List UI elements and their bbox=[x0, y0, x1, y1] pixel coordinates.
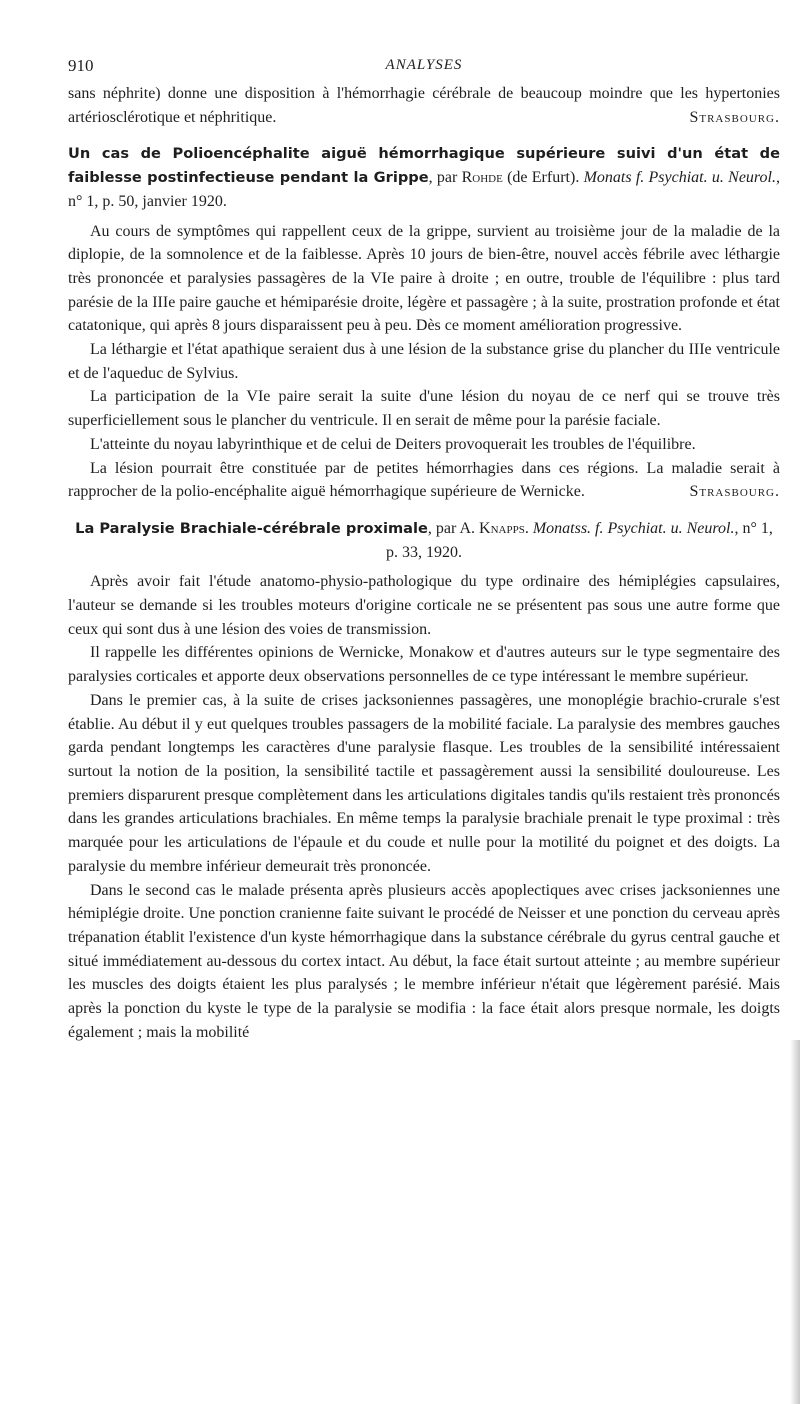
article2-paragraph: Dans le second cas le malade présenta après plusieurs accès apoplectiques avec crises jacksoniennes une hémiplégie droite. Une ponction cranienne faite suivant le procédé de Neisser et une ponction du cerveau après trépanation établit l'existence d'un kyste hémorrhagique dans la substance cérébrale du gyrus central gauche et situé immédiatement au-dessous du cortex intact. Au début, la face était surtout atteinte ; au membre supérieur les muscles des doigts étaient les plus paralysés ; le membre inférieur n'était que légèrement parésié. Mais après la ponction du kyste le type de la paralysie se modifia : la face était alors presque normale, les doigts également ; mais la mobilité bbox=[68, 881, 780, 1041]
article2-heading bbox=[68, 517, 780, 564]
running-title: ANALYSES bbox=[385, 57, 463, 73]
article2-by: , par A. bbox=[427, 519, 480, 537]
page bbox=[68, 52, 780, 1044]
article1-signature: Strasbourg. bbox=[689, 483, 780, 501]
article1-paragraph: L'atteinte du noyau labyrinthique et de celui de Deiters provoquerait les troubles de l'équilibre. bbox=[90, 435, 696, 453]
article1-author: Rohde bbox=[461, 169, 503, 187]
page-number: 910 bbox=[68, 56, 94, 75]
previous-article-tail bbox=[68, 82, 780, 129]
article1-last-text: La lésion pourrait être constituée par de petites hémorrhagies dans ces régions. La maladie serait à rapprocher de la polio-encéphalite aiguë hémorrhagique supérieure de Wernicke. bbox=[68, 459, 780, 501]
article2-paragraph: Dans le premier cas, à la suite de crises jacksoniennes passagères, une monoplégie brachio-crurale s'est établie. Au début il y eut quelques troubles passagers de la mobilité faciale. La paralysie des membres gauches garda pendant longtemps les caractères d'une paralysie flasque. Les troubles de la sensibilité intéressaient surtout la notion de la position, la sensibilité tactile et passagèrement aussi la sensibilité douloureuse. Les premiers disparurent presque complètement dans les articulations digitales tandis qu'ils restaient très prononcés dans les grandes articulations brachiales. En même temps la paralysie brachiale prenait le type proximal : très marquée pour les articulations de l'épaule et du coude et nulle pour la motilité du poignet et des doigts. La paralysie du membre inférieur demeurait très prononcée. bbox=[68, 691, 781, 875]
article1-title: Un cas de Polioencéphalite aiguë hémorrhagique supérieure suivi d'un état de faiblesse postinfectieuse pendant la Grippe bbox=[68, 145, 780, 187]
article1-journal: Monats f. Psychiat. u. Neurol. bbox=[583, 169, 776, 187]
article1-heading bbox=[68, 142, 780, 213]
previous-article-signature: Strasbourg. bbox=[689, 108, 780, 126]
running-header bbox=[68, 52, 780, 82]
article2-title: La Paralysie Brachiale-cérébrale proximale bbox=[75, 519, 428, 537]
article2-sep: . bbox=[524, 519, 533, 537]
article2-paragraph: Après avoir fait l'étude anatomo-physio-pathologique du type ordinaire des hémiplégies capsulaires, l'auteur se demande si les troubles moteurs d'origine corticale ne se présentent pas sous une autre forme que ceux qui sont dus à une lésion des voies de transmission. bbox=[68, 573, 780, 638]
article1-citation: , n° 1, p. 50, janvier 1920. bbox=[68, 169, 780, 210]
article2-journal: Monatss. f. Psychiat. u. Neurol. bbox=[532, 519, 735, 537]
article2-paragraph: Il rappelle les différentes opinions de Wernicke, Monakow et d'autres auteurs sur le type segmentaire des paralysies corticales et apporte deux observations personnelles de ce type intéressant le membre supérieur. bbox=[68, 644, 780, 686]
article1-paragraph: La participation de la VIe paire serait la suite d'une lésion du noyau de ce nerf qui se trouve très superficiellement sous le plancher du ventricule. Il en serait de même pour la parésie faciale. bbox=[68, 388, 780, 430]
article1-by: , par bbox=[428, 169, 462, 187]
scan-edge-shadow bbox=[790, 1040, 800, 1404]
article2-citation: , n° 1, p. 33, 1920. bbox=[386, 519, 773, 561]
article2-author: Knapps bbox=[479, 519, 525, 537]
previous-article-text: sans néphrite) donne une disposition à l'hémorrhagie cérébrale de beaucoup moindre que les hypertonies artériosclérotique et néphritique. bbox=[68, 85, 780, 126]
article1-affiliation: (de Erfurt). bbox=[502, 169, 584, 187]
article1-paragraph: Au cours de symptômes qui rappellent ceux de la grippe, survient au troisième jour de la maladie de la diplopie, de la somnolence et de la faiblesse. Après 10 jours de bien-être, nouvel accès fébrile avec léthargie très prononcée et paralysies passagères de la VIe paire à droite ; en outre, trouble de l'équilibre : plus tard parésie de la IIIe paire gauche et hémiparésie droite, légère et passagère ; à la suite, prostration profonde et état catatonique, qui après 8 jours disparaissent peu à peu. Dès ce moment amélioration progressive. bbox=[68, 222, 780, 335]
article1-paragraph: La léthargie et l'état apathique seraient dus à une lésion de la substance grise du plancher du IIIe ventricule et de l'aqueduc de Sylvius. bbox=[68, 341, 780, 382]
article2-body bbox=[68, 570, 780, 1044]
article1-last-paragraph bbox=[68, 457, 780, 504]
article1-body bbox=[68, 220, 780, 504]
